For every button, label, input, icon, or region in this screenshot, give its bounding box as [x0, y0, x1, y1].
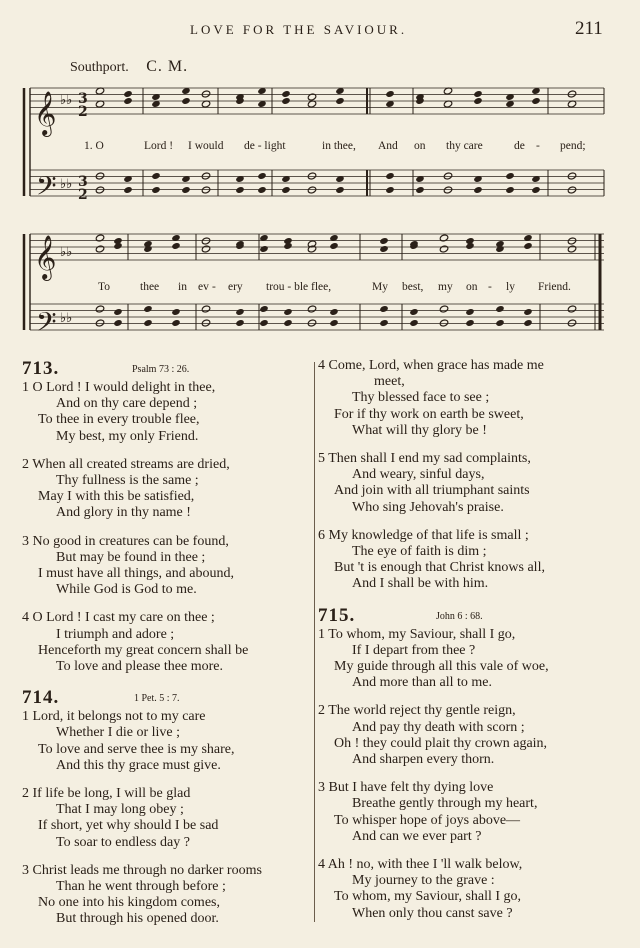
lyric-syllable: -	[212, 281, 216, 293]
note-head	[201, 237, 210, 245]
lyric-syllable: thee	[140, 281, 160, 293]
verse-line: And weary, sinful days,	[352, 467, 485, 483]
running-title: LOVE FOR THE SAVIOUR.	[190, 22, 408, 37]
note-head	[257, 186, 266, 194]
note-head	[439, 245, 448, 253]
note-head	[201, 305, 210, 313]
stanza	[22, 786, 322, 851]
lyric-syllable: ly	[506, 281, 515, 293]
note-head	[531, 186, 540, 194]
hymn-number: 714.	[22, 687, 60, 709]
note-head	[95, 245, 104, 253]
treble-clef-icon: 𝄞	[34, 91, 57, 135]
verse-line: The eye of faith is dim ;	[352, 544, 487, 560]
stanza	[318, 627, 618, 692]
verse-line: If I depart from thee ?	[352, 642, 476, 658]
note-head	[531, 97, 540, 105]
flat-sign: ♭♭	[60, 93, 73, 108]
note-head	[123, 186, 132, 194]
note-head	[143, 319, 152, 327]
verse-line: I must have all things, and abound,	[38, 566, 234, 582]
stanza	[318, 857, 618, 922]
note-head	[385, 90, 394, 98]
note-head	[523, 242, 532, 250]
note-head	[439, 319, 448, 327]
lyric-syllable: thy care	[446, 140, 483, 152]
stanza	[318, 451, 618, 516]
note-head	[123, 90, 132, 98]
note-head	[329, 308, 338, 316]
note-head	[95, 305, 104, 313]
note-head	[181, 186, 190, 194]
bass-clef-icon: 𝄢	[36, 170, 57, 208]
verse-line: My best, my only Friend.	[56, 428, 199, 444]
note-head	[201, 319, 210, 327]
note-head	[473, 186, 482, 194]
flat-sign: ♭♭	[60, 311, 73, 326]
note-head	[113, 308, 122, 316]
note-head	[283, 308, 292, 316]
verse-line: Than he went through before ;	[56, 879, 226, 895]
verse-line: 1 O Lord ! I would delight in thee,	[22, 380, 216, 395]
verse-line: And pay thy death with scorn ;	[352, 719, 525, 735]
verse-line: 1 To whom, my Saviour, shall I go,	[318, 626, 516, 642]
note-head	[171, 319, 180, 327]
treble-clef-icon-2: 𝄞	[34, 235, 57, 279]
note-head	[235, 319, 244, 327]
lyric-syllable: pend;	[560, 140, 586, 152]
verse-line: Whether I die or live ;	[56, 725, 181, 741]
flat-sign: ♭♭	[60, 245, 73, 260]
note-head	[465, 308, 474, 316]
note-head	[113, 242, 122, 250]
verse-line: Oh ! they could plait thy crown again,	[334, 735, 548, 751]
verse-line: And can we ever part ?	[352, 828, 482, 844]
note-head	[385, 172, 394, 180]
note-head	[495, 305, 504, 313]
stanza	[22, 534, 322, 599]
note-head	[409, 319, 418, 327]
note-head	[567, 319, 576, 327]
verse-line: My journey to the grave :	[352, 873, 495, 889]
verse-line: meet,	[374, 374, 405, 390]
note-head	[505, 172, 514, 180]
verse-line: 3 But I have felt thy dying love	[318, 780, 494, 796]
note-head	[113, 319, 122, 327]
verse-line: Breathe gently through my heart,	[352, 796, 538, 812]
scripture-reference: John 6 : 68.	[436, 610, 483, 622]
stanza	[318, 358, 618, 439]
verse-line: For if thy work on earth be sweet,	[334, 406, 524, 422]
note-head	[171, 242, 180, 250]
note-head	[523, 308, 532, 316]
note-head	[259, 245, 268, 253]
lyric-syllable: ev	[198, 281, 209, 293]
lyric-syllable: my	[438, 281, 453, 293]
note-head	[505, 186, 514, 194]
tune-name: Southport.	[70, 60, 129, 75]
verse-line: 6 My knowledge of that life is small ;	[318, 527, 529, 543]
note-head	[335, 97, 344, 105]
note-head	[473, 90, 482, 98]
verse-line: Henceforth my great concern shall be	[38, 642, 249, 658]
note-head	[379, 305, 388, 313]
note-head	[465, 319, 474, 327]
note-head	[495, 245, 504, 253]
stanza	[22, 610, 322, 675]
verse-line: That I may long obey ;	[56, 802, 184, 818]
note-head	[151, 186, 160, 194]
flat-sign: ♭♭	[60, 177, 73, 192]
verse-line: Thy blessed face to see ;	[352, 390, 490, 406]
note-head	[335, 186, 344, 194]
note-head	[201, 186, 210, 194]
note-head	[95, 319, 104, 327]
note-head	[307, 319, 316, 327]
hymn-number: 713.	[22, 358, 60, 379]
verse-line: But may be found in thee ;	[56, 549, 206, 565]
note-head	[567, 305, 576, 313]
note-head	[567, 90, 576, 98]
verse-line: 2 If life be long, I will be glad	[22, 786, 191, 802]
verse-line: 5 Then shall I end my sad complaints,	[318, 451, 531, 467]
verse-line: 3 No good in creatures can be found,	[22, 533, 229, 549]
note-head	[259, 305, 268, 313]
hymn-number: 715.	[318, 604, 356, 626]
verse-line: But 't is enough that Christ knows all,	[334, 560, 545, 576]
note-head	[409, 308, 418, 316]
verse-line: But through his opened door.	[56, 911, 219, 927]
time-signature: 2	[78, 187, 88, 203]
note-head	[151, 172, 160, 180]
lyric-syllable: My	[372, 281, 388, 293]
verse-line: 3 Christ leads me through no darker rooms	[22, 862, 262, 878]
music-score	[0, 0, 640, 350]
note-head	[281, 186, 290, 194]
time-signature: 2	[78, 104, 88, 120]
time-signature: 3	[78, 174, 88, 190]
verse-line: 2 When all created streams are dried,	[22, 456, 230, 472]
lyric-syllable: Friend.	[538, 281, 571, 293]
verse-line: To whisper hope of joys above—	[334, 812, 521, 828]
verse-line: And this thy grace must give.	[56, 757, 221, 773]
note-head	[283, 242, 292, 250]
lyric-syllable: on	[414, 140, 426, 152]
time-signature: 3	[78, 91, 88, 107]
note-head	[281, 90, 290, 98]
lyric-syllable: best,	[402, 281, 424, 293]
note-head	[95, 186, 104, 194]
note-head	[329, 319, 338, 327]
scripture-reference: Psalm 73 : 26.	[132, 364, 190, 375]
note-head	[567, 172, 576, 180]
verse-line: And sharpen every thorn.	[352, 752, 495, 768]
note-head	[329, 242, 338, 250]
note-head	[473, 97, 482, 105]
lyric-syllable: 1. O	[84, 140, 104, 152]
verse-line: To whom, my Saviour, shall I go,	[334, 889, 522, 905]
hymn-713-heading	[22, 358, 322, 380]
stanza	[318, 528, 618, 593]
note-head	[259, 319, 268, 327]
verse-line: No one into his kingdom comes,	[38, 895, 220, 911]
hymn-714-text	[22, 709, 322, 927]
verse-line: If short, yet why should I be sad	[38, 818, 219, 834]
note-head	[379, 237, 388, 245]
lyric-syllable: ery	[228, 281, 243, 293]
stanza	[22, 457, 322, 522]
verse-line: And on thy care depend ;	[56, 396, 198, 412]
verse-line: 4 Come, Lord, when grace has made me	[318, 358, 544, 373]
stanza	[318, 780, 618, 845]
note-head	[143, 305, 152, 313]
note-head	[281, 97, 290, 105]
note-head	[495, 319, 504, 327]
note-head	[379, 245, 388, 253]
note-head	[307, 186, 316, 194]
note-head	[567, 237, 576, 245]
note-head	[235, 186, 244, 194]
hymn-715-text	[318, 627, 618, 922]
lyric-syllable: Lord !	[144, 140, 174, 152]
hymn-715-heading	[318, 605, 618, 627]
verse-line: And more than all to me.	[352, 675, 492, 691]
lyric-syllable: I would	[188, 140, 224, 152]
verse-line: While God is God to me.	[56, 582, 197, 598]
stanza	[22, 380, 322, 445]
note-head	[95, 172, 104, 180]
note-head	[201, 172, 210, 180]
verse-line: What will thy glory be !	[352, 422, 487, 438]
note-head	[415, 186, 424, 194]
lyric-syllable: To	[98, 281, 110, 293]
stanza	[22, 863, 322, 928]
page-number: 211	[575, 18, 603, 39]
hymn-713-text	[22, 380, 322, 675]
tune-meter: C. M.	[146, 58, 189, 75]
note-head	[181, 97, 190, 105]
note-head	[143, 245, 152, 253]
note-head	[283, 319, 292, 327]
note-head	[307, 305, 316, 313]
note-head	[379, 319, 388, 327]
note-head	[385, 186, 394, 194]
lyric-syllable: in	[178, 281, 187, 293]
verse-line: 4 O Lord ! I cast my care on thee ;	[22, 610, 215, 626]
scripture-reference: 1 Pet. 5 : 7.	[134, 693, 180, 705]
note-head	[201, 90, 210, 98]
verse-line: 4 Ah ! no, with thee I 'll walk below,	[318, 857, 523, 873]
verse-line: Thy fullness is the same ;	[56, 473, 199, 489]
verse-line: And I shall be with him.	[352, 576, 489, 592]
lyric-syllable: -	[536, 140, 540, 152]
note-head	[465, 242, 474, 250]
lyric-syllable: de	[514, 140, 525, 152]
lyric-syllable: de - light	[244, 140, 286, 152]
verse-line: 2 The world reject thy gentle reign,	[318, 703, 516, 719]
right-column	[318, 358, 618, 934]
note-head	[443, 172, 452, 180]
note-head	[567, 245, 576, 253]
note-head	[171, 308, 180, 316]
stanza	[22, 709, 322, 774]
note-head	[257, 172, 266, 180]
note-head	[523, 319, 532, 327]
verse-line: And glory in thy name !	[56, 505, 191, 521]
hymn-714-text-continued	[318, 358, 618, 593]
note-head	[123, 97, 132, 105]
note-head	[443, 186, 452, 194]
stanza	[318, 703, 618, 768]
note-head	[567, 186, 576, 194]
verse-line: And join with all triumphant saints	[334, 483, 530, 499]
left-column	[22, 358, 322, 940]
bass-clef-icon-2: 𝄢	[36, 306, 57, 344]
lyric-syllable: in thee,	[322, 140, 356, 152]
lyric-syllable: -	[488, 281, 492, 293]
lyric-syllable: trou - ble flee,	[266, 281, 332, 293]
note-head	[201, 245, 210, 253]
verse-line: To soar to endless day ?	[56, 834, 190, 850]
verse-line: When only thou canst save ?	[352, 905, 513, 921]
lyric-syllable: And	[378, 140, 398, 152]
verse-line: May I with this be satisfied,	[38, 489, 195, 505]
note-head	[439, 305, 448, 313]
verse-line: I triumph and adore ;	[56, 626, 175, 642]
verse-line: 1 Lord, it belongs not to my care	[22, 709, 206, 725]
hymn-714-heading	[22, 687, 322, 709]
verse-line: My guide through all this vale of woe,	[334, 659, 549, 675]
note-head	[307, 172, 316, 180]
verse-line: To love and please thee more.	[56, 659, 223, 675]
verse-line: To thee in every trouble flee,	[38, 412, 200, 428]
verse-line: Who sing Jehovah's praise.	[352, 499, 504, 515]
note-head	[235, 308, 244, 316]
verse-line: To love and serve thee is my share,	[38, 741, 235, 757]
lyric-syllable: on	[466, 281, 478, 293]
